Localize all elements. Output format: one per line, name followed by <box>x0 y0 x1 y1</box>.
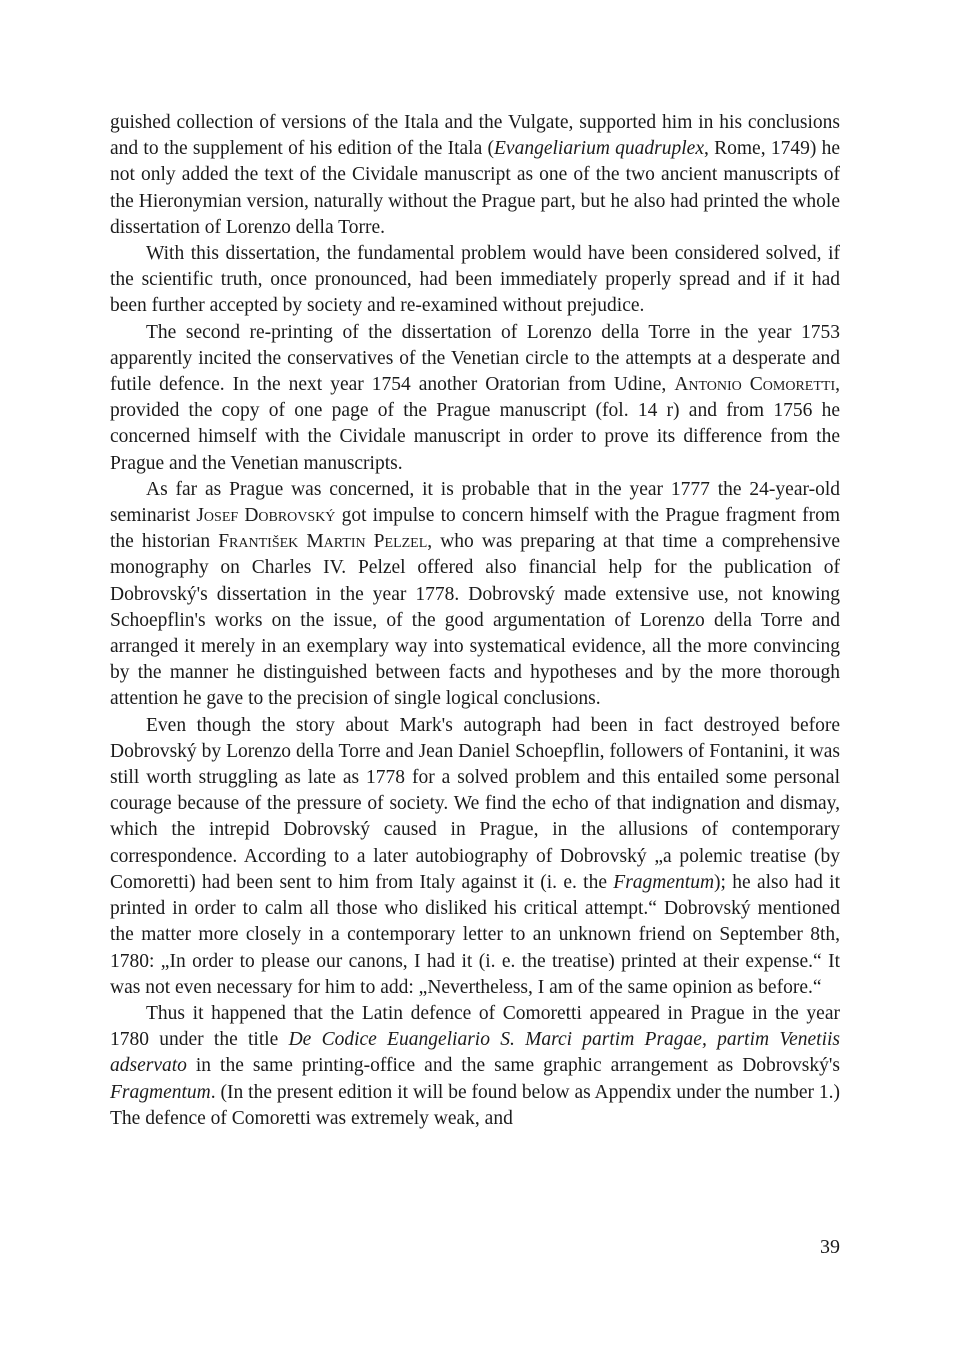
person-name: Antonio Comoretti <box>674 374 836 396</box>
paragraph <box>110 320 840 477</box>
italic-title: Fragmentum <box>613 871 715 893</box>
text-run: ); he also had it printed in order to calm all those who disliked his critical attempt.“ Dobrovský mentioned the matter more closely in a contemporary letter to an unknown friend on September 8th, 1780: „In order to please our canons, I had it (i. e. the treatise) printed at their expense.“ It was not even necessary for him to add: „Nevertheless, I am of the same opinion as before.“ <box>110 871 840 998</box>
text-run: . (In the present edition it will be found below as Appendix under the number 1.) The defence of Comoretti was extremely weak, and <box>110 1081 840 1129</box>
italic-title: De Codice Euangeliario S. Marci partim Pragae, partim Venetiis adservato <box>110 1029 840 1077</box>
text-run: , provided the copy of one page of the Prague manuscript (fol. 14 r) and from 1756 he concerned himself with the Cividale manuscript in order to prove its difference from the Prague and the Venetian manuscripts. <box>110 374 840 474</box>
text-run: got impulse to concern himself with the Prague fragment from the historian <box>110 505 841 553</box>
text-run: Even though the story about Mark's autograph had been in fact destroyed before Dobrovský by Lorenzo della Torre and Jean Daniel Schoepflin, followers of Fontanini, it was still worth struggling as late as 1778 for a solved problem and this entailed some personal courage because of the pressure of society. We find the echo of that indignation and dismay, which the intrepid Dobrovský caused in Prague, in the allusions of contemporary correspondence. According to a later autobiography of Dobrovský „a polemic treatise (by Comoretti) had been sent to him from Italy against it (i. e. the <box>110 714 840 893</box>
paragraph <box>110 477 840 713</box>
person-name: František Martin Pelzel <box>218 531 428 553</box>
text-run: Thus it happened that the Latin defence of Comoretti appeared in Prague in the year 1780 under the title <box>110 1002 840 1051</box>
paragraph <box>110 1001 840 1132</box>
text-run: in the same printing-office and the same graphic arrangement as Dobrovský's <box>186 1055 840 1077</box>
text-run: guished collection of versions of the Itala and the Vulgate, supported him in his conclusions and to the supplement of his edition of the Itala ( <box>110 112 840 160</box>
text-run: As far as Prague was concerned, it is probable that in the year 1777 the 24-year-old seminarist <box>110 478 840 527</box>
text-run: The second re-printing of the dissertation of Lorenzo della Torre in the year 1753 apparently incited the conservatives of the Venetian circle to the attempts at a desperate and futile defence. In the next year 1754 another Oratorian from Udine, <box>110 321 840 396</box>
text-run: With this dissertation, the fundamental problem would have been considered solved, if the scientific truth, once pronounced, had been immediately properly spread and if it had been further accepted by society and re-examined without prejudice. <box>110 243 840 317</box>
paragraph <box>110 713 840 1001</box>
italic-title: Fragmentum <box>110 1081 211 1103</box>
paragraph <box>110 110 840 241</box>
person-name: Josef Dobrovský <box>196 505 336 527</box>
page-text-body <box>110 110 840 1132</box>
italic-title: Evangeliarium quadruplex <box>494 138 704 160</box>
text-run: , Rome, 1749) he not only added the text of the Cividale manuscript as one of the two ancient manuscripts of the Hieronymian version, naturally without the Prague part, but he also had printed the whole dissertation of Lorenzo della Torre. <box>110 138 841 238</box>
paragraph <box>110 241 840 320</box>
page-number: 39 <box>820 1236 840 1258</box>
text-run: , who was preparing at that time a comprehensive monography on Charles IV. Pelzel offered also financial help for the publication of Dobrovský's dissertation in the year 1778. Dobrovský made extensive use, not knowing Schoepflin's works on the issue, of the good argumentation of Lorenzo della Torre and arranged it merely in an exemplary way into systematical evidence, all the more convincing by the manner he distinguished between facts and hypotheses and by the more thorough attention he gave to the precision of single logical conclusions. <box>110 531 840 710</box>
